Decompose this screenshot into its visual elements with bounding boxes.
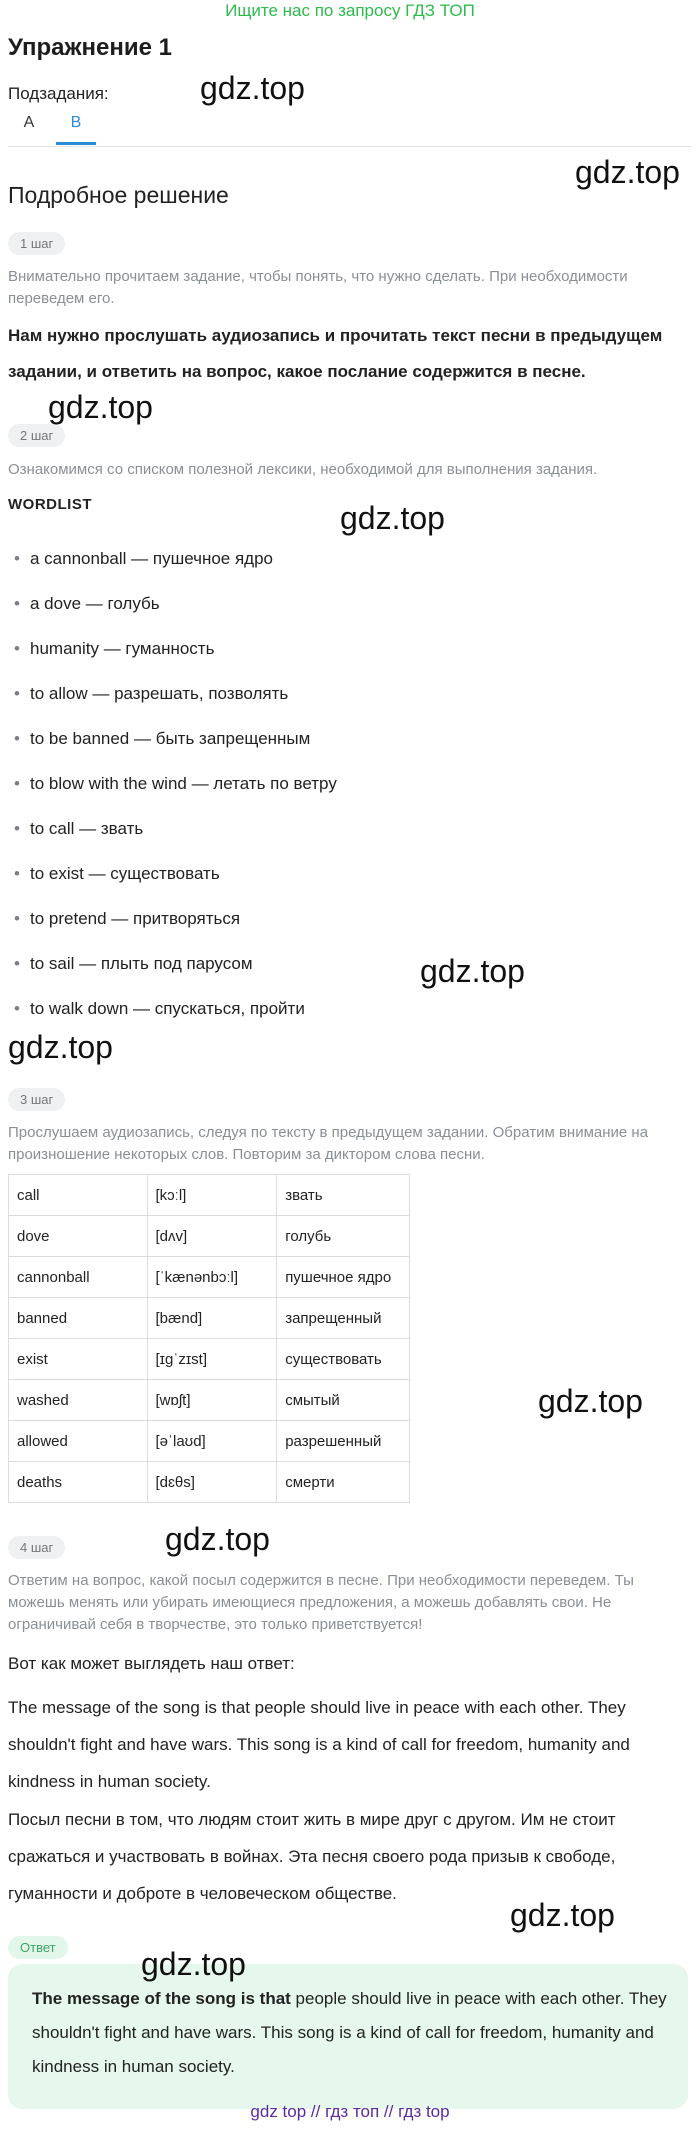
word-cell: dove [9, 1216, 148, 1257]
watermark: gdz.top [141, 1946, 246, 1982]
wordlist-title: WORDLIST [8, 496, 92, 513]
word-cell: cannonball [9, 1257, 148, 1298]
tab-b[interactable]: B [56, 114, 96, 145]
translation-cell: смытый [277, 1380, 410, 1421]
wordlist-item: • a dove — голубь [30, 593, 160, 615]
table-row [9, 1216, 410, 1257]
step1-task: Нам нужно прослушать аудиозапись и прочитать текст песни в предыдущем задании, и ответить на вопрос, какое послание содержится в песне. [8, 326, 663, 381]
step-chip-2: 2 шаг [8, 424, 65, 447]
transcription-cell: [bænd] [147, 1298, 277, 1339]
translation-cell: существовать [277, 1339, 410, 1380]
step1-note: Внимательно прочитаем задание, чтобы понять, что нужно сделать. При необходимости переведем его. [8, 268, 628, 307]
transcription-cell: [kɔːl] [147, 1175, 277, 1216]
tab-a[interactable]: A [23, 114, 35, 131]
wordlist-item: • a cannonball — пушечное ядро [30, 548, 273, 570]
watermark: gdz.top [48, 389, 153, 425]
section-title: Подробное решение [8, 182, 229, 208]
watermark: gdz.top [575, 154, 680, 190]
translation-cell: смерти [277, 1462, 410, 1503]
step-chip-3: 3 шаг [8, 1088, 65, 1111]
footer-links[interactable]: gdz top // гдз топ // гдз top [250, 2102, 450, 2121]
transcription-cell: [dʌv] [147, 1216, 277, 1257]
answer-chip: Ответ [8, 1936, 68, 1959]
watermark: gdz.top [340, 500, 445, 536]
transcription-cell: [dɛθs] [147, 1462, 277, 1503]
transcription-cell: [wɒʃt] [147, 1380, 277, 1421]
word-cell: deaths [9, 1462, 148, 1503]
table-row [9, 1380, 410, 1421]
step-chip-1: 1 шаг [8, 232, 65, 255]
translation-cell: пушечное ядро [277, 1257, 410, 1298]
step3-note: Прослушаем аудиозапись, следуя по тексту в предыдущем задании. Обратим внимание на произношение некоторых слов. Повторим за диктором слова песни. [8, 1124, 649, 1163]
wordlist-item: • to walk down — спускаться, пройти [30, 998, 305, 1020]
translation-cell: голубь [277, 1216, 410, 1257]
wordlist-item: • to call — звать [30, 818, 143, 840]
answer-text [32, 1982, 672, 2084]
word-cell: washed [9, 1380, 148, 1421]
subtasks-label: Подзадания: [8, 84, 109, 103]
table-row [9, 1339, 410, 1380]
table-row [9, 1175, 410, 1216]
table-row [9, 1298, 410, 1339]
table-row [9, 1421, 410, 1462]
answer-english: The message of the song is that people should live in peace with each other. They shouldn't fight and have wars. This song is a kind of call for freedom, humanity and kindness in human society. [8, 1698, 630, 1791]
search-banner: Ищите нас по запросу ГДЗ ТОП [225, 1, 475, 20]
watermark: gdz.top [165, 1521, 270, 1557]
answer-rest: people should live in peace with each other. They shouldn't fight and have wars. This song is a kind of call for freedom, humanity and kindness in human society. [32, 1989, 667, 2076]
step4-note: Ответим на вопрос, какой посыл содержится в песне. При необходимости переведем. Ты можешь менять или убирать имеющиеся предложения, а можешь добавлять свои. Не ограничивай себя в творчестве, это только приветствуется! [8, 1572, 634, 1633]
table-row [9, 1257, 410, 1298]
word-cell: allowed [9, 1421, 148, 1462]
transcription-cell: [ɪɡˈzɪst] [147, 1339, 277, 1380]
translation-cell: звать [277, 1175, 410, 1216]
answer-russian: Посыл песни в том, что людям стоит жить в мире друг с другом. Им не стоит сражаться и участвовать в войнах. Эта песня своего рода призыв к свободе, гуманности и доброте в человеческом обществе. [8, 1810, 616, 1903]
transcription-cell: [əˈlaʊd] [147, 1421, 277, 1462]
watermark: gdz.top [510, 1897, 615, 1933]
page-title: Упражнение 1 [8, 34, 172, 61]
wordlist-item: • to sail — плыть под парусом [30, 953, 253, 975]
table-row [9, 1462, 410, 1503]
answer-bold: The message of the song is that [32, 1989, 291, 2008]
step-chip-4: 4 шаг [8, 1536, 65, 1559]
wordlist-item: • to pretend — притворяться [30, 908, 240, 930]
word-cell: banned [9, 1298, 148, 1339]
answer-intro: Вот как может выглядеть наш ответ: [8, 1654, 295, 1673]
pronunciation-table [8, 1174, 410, 1503]
word-cell: exist [9, 1339, 148, 1380]
wordlist-item: • to be banned — быть запрещенным [30, 728, 310, 750]
watermark: gdz.top [420, 953, 525, 989]
wordlist-item: • humanity — гуманность [30, 638, 214, 660]
watermark: gdz.top [200, 70, 305, 106]
divider [8, 146, 692, 147]
transcription-cell: [ˈkænənbɔːl] [147, 1257, 277, 1298]
wordlist-item: • to blow with the wind — летать по ветру [30, 773, 337, 795]
translation-cell: разрешенный [277, 1421, 410, 1462]
word-cell: call [9, 1175, 148, 1216]
translation-cell: запрещенный [277, 1298, 410, 1339]
watermark: gdz.top [538, 1383, 643, 1419]
wordlist-item: • to allow — разрешать, позволять [30, 683, 288, 705]
step2-note: Ознакомимся со списком полезной лексики, необходимой для выполнения задания. [8, 461, 598, 478]
wordlist-item: • to exist — существовать [30, 863, 220, 885]
watermark: gdz.top [8, 1029, 113, 1065]
